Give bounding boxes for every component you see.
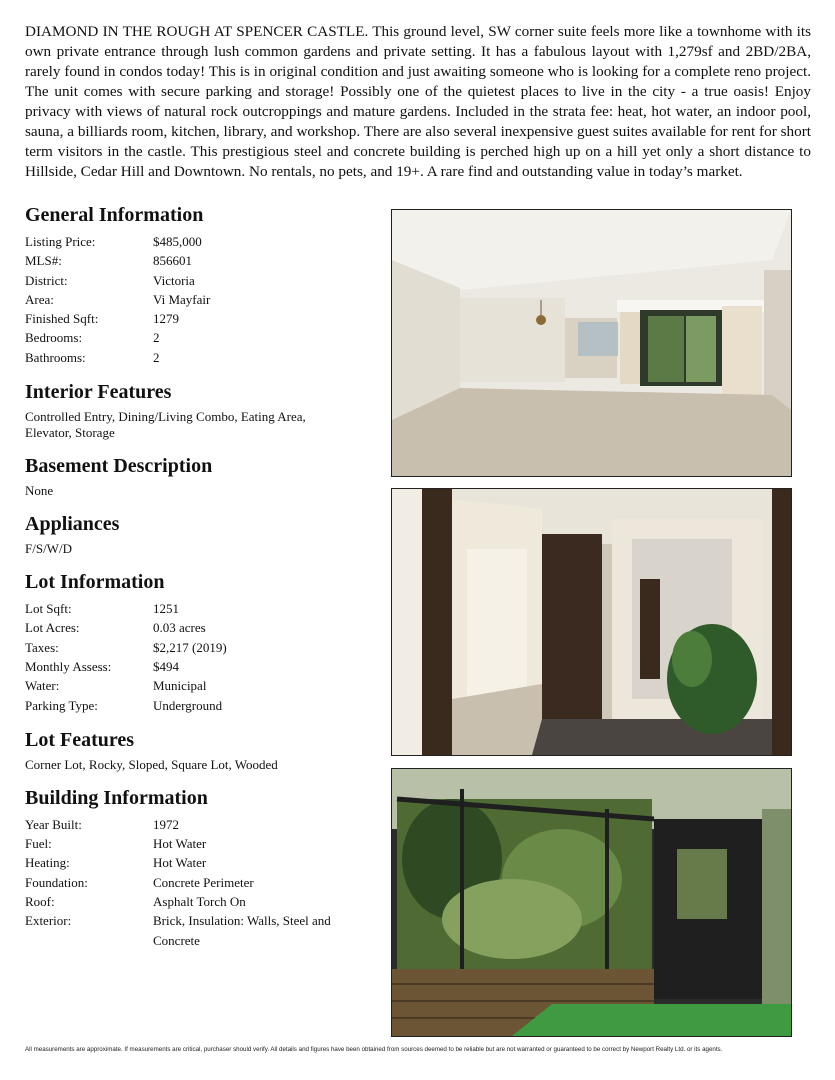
row-label: Foundation: xyxy=(25,874,88,890)
table-row xyxy=(25,328,370,347)
details-column xyxy=(25,203,370,950)
table-row xyxy=(25,348,370,367)
lot-features-heading: Lot Features xyxy=(25,728,135,751)
row-value: Municipal xyxy=(153,678,207,694)
row-label: Year Built: xyxy=(25,816,82,832)
general-information-table xyxy=(25,232,370,367)
table-row xyxy=(25,271,370,290)
appliances-text: F/S/W/D xyxy=(25,541,72,557)
entry-photo xyxy=(391,488,792,756)
row-label: Roof: xyxy=(25,894,55,910)
building-information-table xyxy=(25,815,370,950)
row-label: Lot Acres: xyxy=(25,620,80,636)
row-value: Underground xyxy=(153,697,223,713)
appliances-heading: Appliances xyxy=(25,513,120,536)
sunroom-illustration xyxy=(392,769,791,1036)
row-value: $2,217 (2019) xyxy=(153,639,227,655)
table-row xyxy=(25,251,370,270)
table-row xyxy=(25,815,370,834)
row-value: Victoria xyxy=(153,272,195,288)
interior-features-text: Controlled Entry, Dining/Living Combo, Eating Area, Elevator, Storage xyxy=(25,409,306,441)
row-value: 2 xyxy=(153,349,160,365)
living-room-illustration xyxy=(392,210,791,476)
living-room-photo xyxy=(391,209,792,477)
row-label: Taxes: xyxy=(25,639,59,655)
row-value: Hot Water xyxy=(153,855,207,871)
row-value: 1251 xyxy=(153,601,179,617)
row-label: District: xyxy=(25,272,68,288)
table-row xyxy=(25,232,370,251)
table-row xyxy=(25,911,370,950)
table-row xyxy=(25,657,370,676)
row-label: Bathrooms: xyxy=(25,349,86,365)
row-value: Concrete Perimeter xyxy=(153,874,254,890)
building-information-heading: Building Information xyxy=(25,786,208,809)
table-row xyxy=(25,853,370,872)
table-row xyxy=(25,599,370,618)
row-value: Hot Water xyxy=(153,836,207,852)
table-row xyxy=(25,638,370,657)
row-value: $494 xyxy=(153,658,179,674)
table-row xyxy=(25,892,370,911)
row-value: 0.03 acres xyxy=(153,620,206,636)
row-label: Listing Price: xyxy=(25,234,96,249)
table-row xyxy=(25,873,370,892)
entry-illustration xyxy=(392,489,791,755)
row-label: Parking Type: xyxy=(25,697,98,713)
table-row xyxy=(25,696,370,715)
sunroom-photo xyxy=(391,768,792,1037)
row-value: Vi Mayfair xyxy=(153,291,211,307)
listing-description: DIAMOND IN THE ROUGH AT SPENCER CASTLE. This ground level, SW corner suite feels more like a townhome with its own private entrance through lush common gardens and private setting. It has a fabulous layout with 1,279sf and 2BD/2BA, rarely found in condos today! This is in original condition and just awaiting someone who is looking for a complete reno project. The unit comes with secure parking and storage! Possibly one of the quietest places to live in the city - a true oasis! Enjoy privacy with views of natural rock outcroppings and mature gardens. Included in the strata fee: heat, hot water, an indoor pool, sauna, a billiards room, kitchen, library, and workshop. There are also several inexpensive guest suites available for rent for short term visitors in the castle. This prestigious steel and concrete building is perched high up on a hill yet only a short distance to Hillside, Cedar Hill and Downtown. No rentals, no pets, and 19+. A rare find and outstanding value in today’s market. xyxy=(25,23,811,180)
row-value: 856601 xyxy=(153,253,192,269)
table-row xyxy=(25,309,370,328)
table-row xyxy=(25,290,370,309)
disclaimer: All measurements are approximate. If measurements are critical, purchaser should verify. All details and figures have been obtained from sources deemed to be reliable but are not warranted or guaranteed to be correct by Newport Realty Ltd. or its agents. xyxy=(25,1046,723,1053)
row-label: Bedrooms: xyxy=(25,330,83,346)
row-value: Brick, Insulation: Walls, Steel and Concrete xyxy=(153,913,331,948)
row-label: Heating: xyxy=(25,855,70,871)
table-row xyxy=(25,618,370,637)
basement-description-text: None xyxy=(25,483,54,499)
row-value: $485,000 xyxy=(153,234,202,249)
row-value: 2 xyxy=(153,330,160,346)
lot-information-heading: Lot Information xyxy=(25,571,165,594)
row-label: Monthly Assess: xyxy=(25,658,112,674)
row-label: Lot Sqft: xyxy=(25,601,72,617)
lot-information-table xyxy=(25,599,370,715)
row-label: Water: xyxy=(25,678,60,694)
row-label: Exterior: xyxy=(25,913,72,929)
row-label: MLS#: xyxy=(25,253,62,269)
interior-features-heading: Interior Features xyxy=(25,381,172,404)
table-row xyxy=(25,676,370,695)
row-value: 1279 xyxy=(153,311,179,327)
row-value: 1972 xyxy=(153,816,179,832)
table-row xyxy=(25,834,370,853)
row-value: Asphalt Torch On xyxy=(153,894,246,910)
lot-features-text: Corner Lot, Rocky, Sloped, Square Lot, Wooded xyxy=(25,756,278,772)
general-information-heading: General Information xyxy=(25,204,204,226)
row-label: Finished Sqft: xyxy=(25,311,99,327)
row-label: Area: xyxy=(25,291,54,307)
row-label: Fuel: xyxy=(25,836,52,852)
basement-description-heading: Basement Description xyxy=(25,455,213,478)
